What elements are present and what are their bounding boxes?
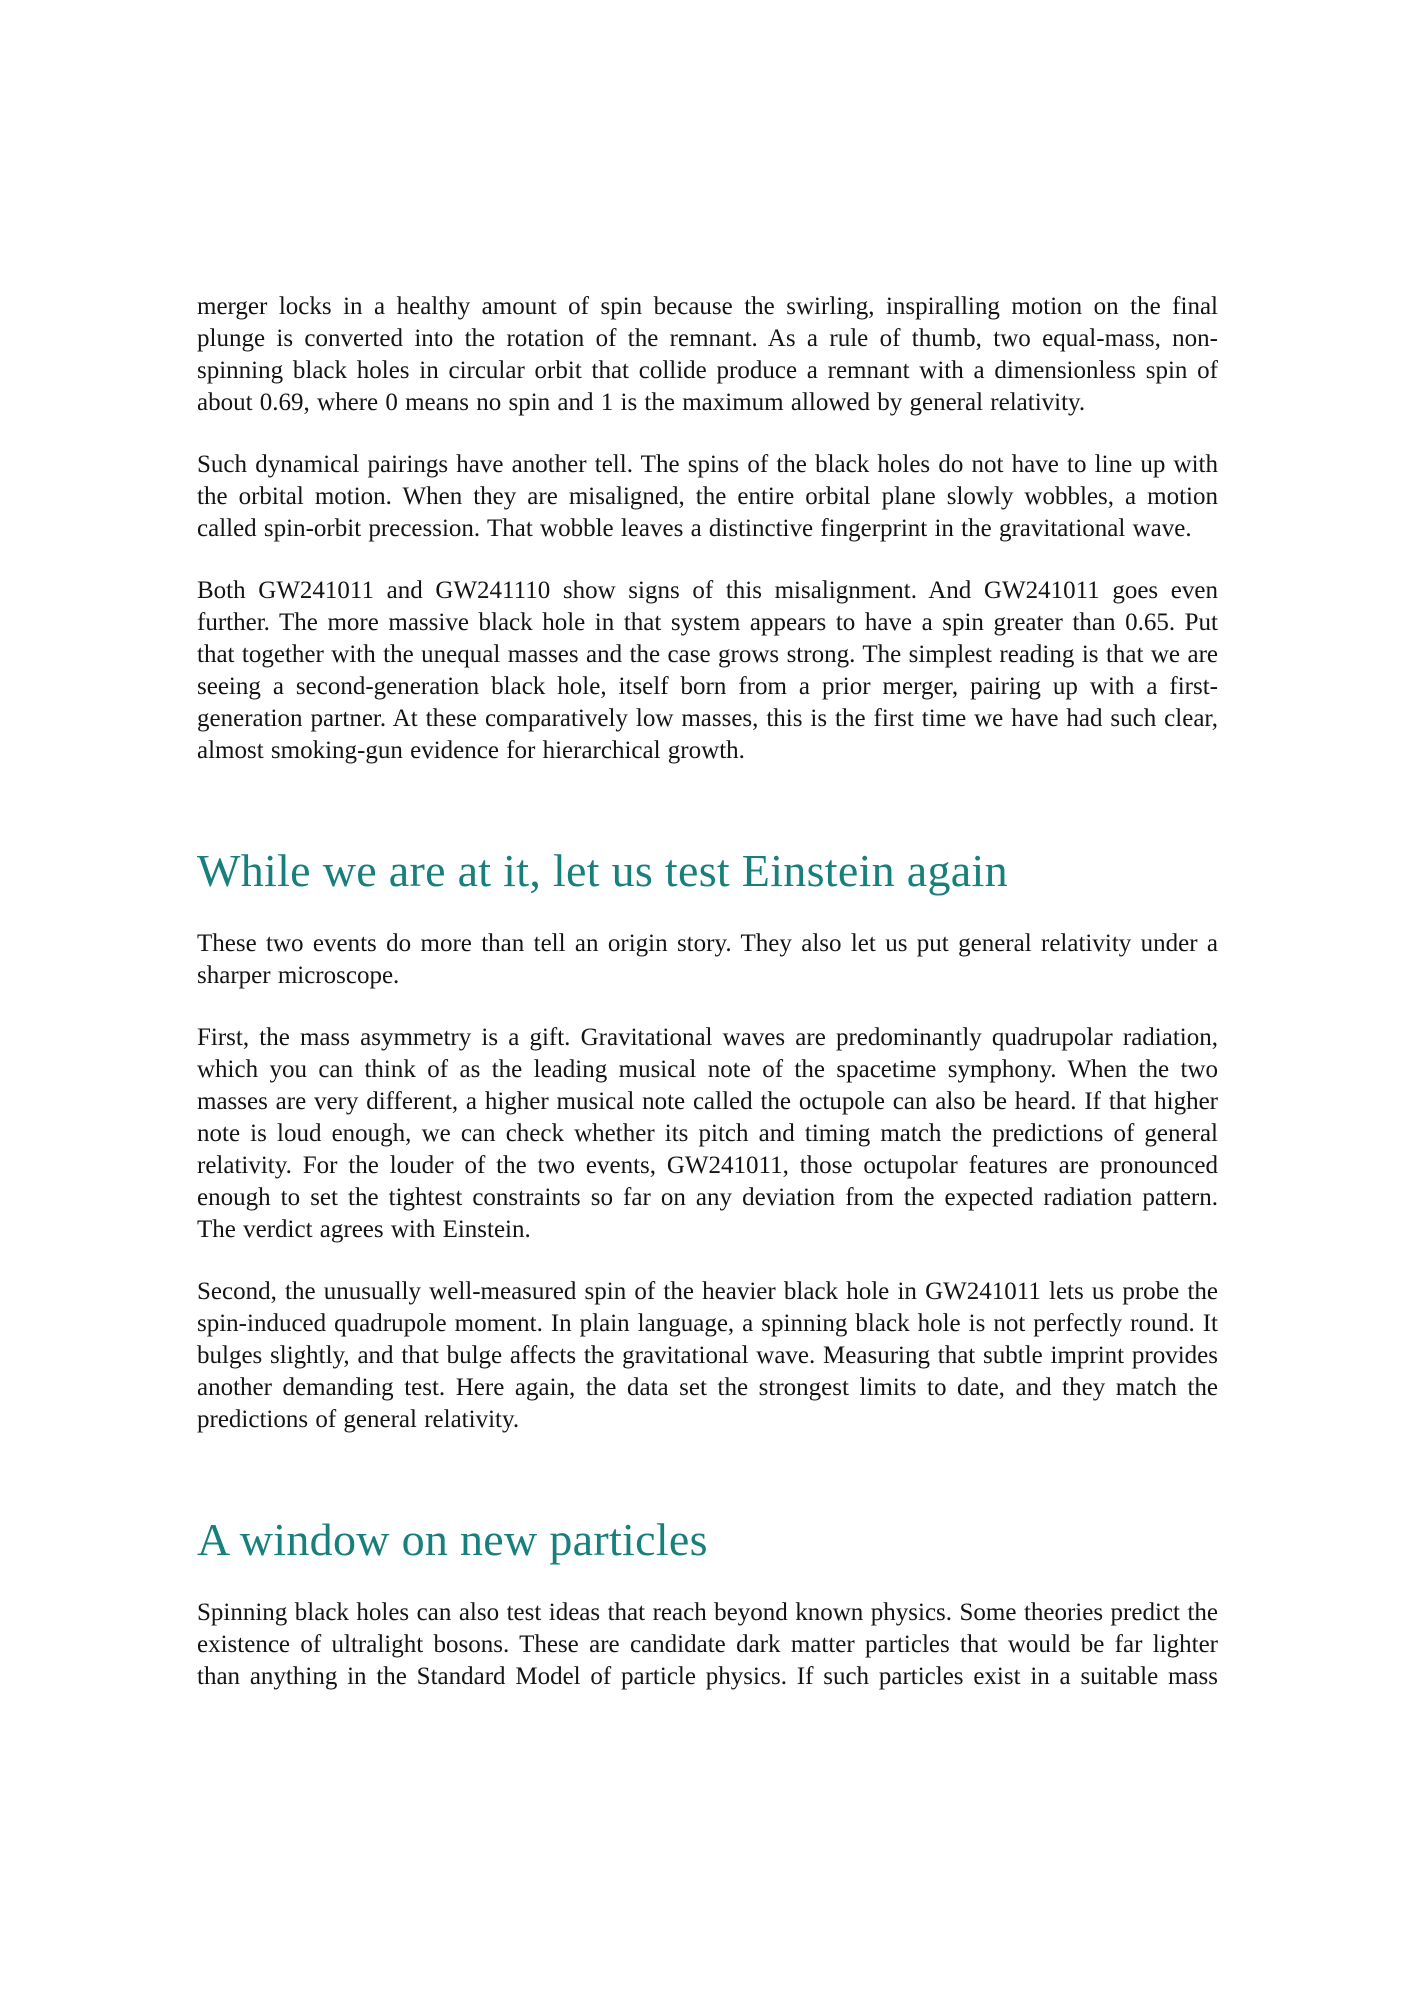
body-paragraph-mass-asymmetry: First, the mass asymmetry is a gift. Gravitational waves are predominantly quadrupolar radiation, which you can think of as the leading musical note of the spacetime symphony. When the two masses are very different, a higher musical note called the octupole can also be heard. If that higher note is loud enough, we can check whether its pitch and timing match the predictions of general relativity. For the louder of the two events, GW241011, those octupolar features are pronounced enough to set the tightest constraints so far on any deviation from the expected radiation pattern. The verdict agrees with Einstein. xyxy=(197,1024,1218,1243)
section-heading-new-particles: A window on new particles xyxy=(197,1514,708,1565)
body-paragraph-origin-story: These two events do more than tell an origin story. They also let us put general relativity under a sharper microscope. xyxy=(197,930,1218,989)
body-paragraph-ultralight-bosons: Spinning black holes can also test ideas that reach beyond known physics. Some theories predict the existence of ultralight bosons. These are candidate dark matter particles that would be far lighter than anything in the Standard Model of particle physics. If such particles exist in a suitable mass xyxy=(197,1599,1218,1690)
section-heading-test-einstein: While we are at it, let us test Einstein again xyxy=(197,845,1008,896)
article-content xyxy=(197,291,1218,1723)
body-paragraph-misalignment-evidence: Both GW241011 and GW241110 show signs of this misalignment. And GW241011 goes even further. The more massive black hole in that system appears to have a spin greater than 0.65. Put that together with the unequal masses and the case grows strong. The simplest reading is that we are seeing a second-generation black hole, itself born from a prior merger, pairing up with a first-generation partner. At these comparatively low masses, this is the first time we have had such clear, almost smoking-gun evidence for hierarchical growth. xyxy=(197,577,1218,764)
body-paragraph-dynamical-pairings: Such dynamical pairings have another tell. The spins of the black holes do not have to line up with the orbital motion. When they are misaligned, the entire orbital plane slowly wobbles, a motion called spin-orbit precession. That wobble leaves a distinctive fingerprint in the gravitational wave. xyxy=(197,451,1218,542)
body-paragraph-quadrupole-moment: Second, the unusually well-measured spin of the heavier black hole in GW241011 lets us probe the spin-induced quadrupole moment. In plain language, a spinning black hole is not perfectly round. It bulges slightly, and that bulge affects the gravitational wave. Measuring that subtle imprint provides another demanding test. Here again, the data set the strongest limits to date, and they match the predictions of general relativity. xyxy=(197,1278,1218,1433)
body-paragraph-merger-spin: merger locks in a healthy amount of spin because the swirling, inspiralling motion on the final plunge is converted into the rotation of the remnant. As a rule of thumb, two equal-mass, non-spinning black holes in circular orbit that collide produce a remnant with a dimensionless spin of about 0.69, where 0 means no spin and 1 is the maximum allowed by general relativity. xyxy=(197,293,1218,416)
